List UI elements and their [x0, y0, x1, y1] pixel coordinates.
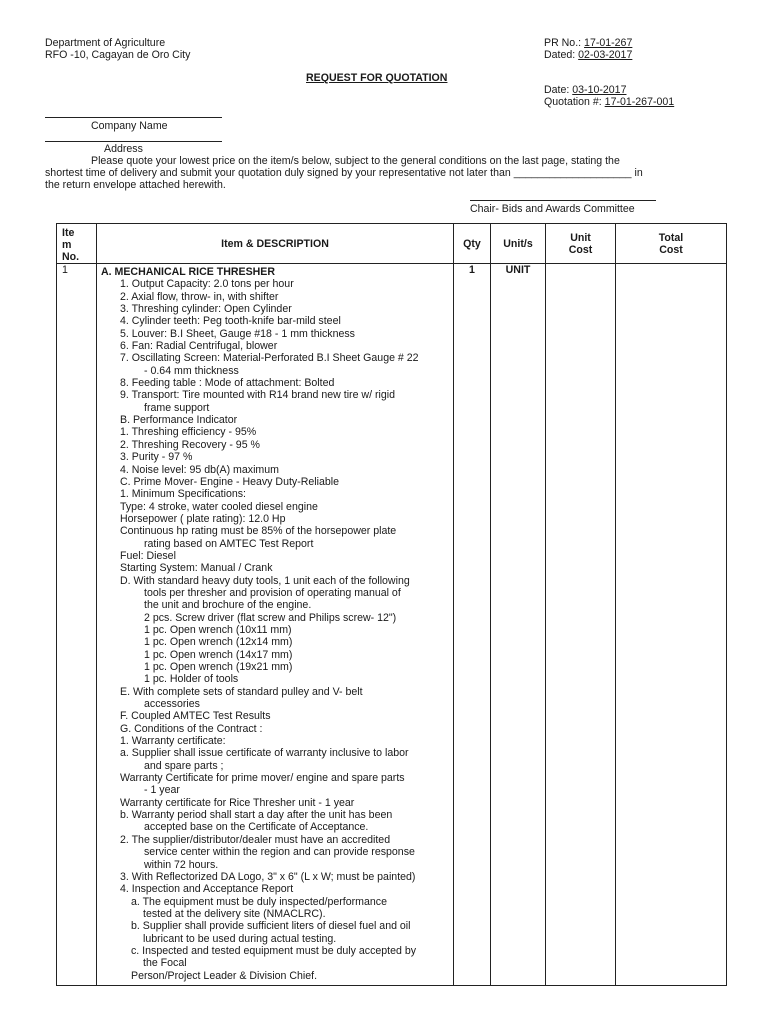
description-line: b. Warranty period shall start a day after the unit has been — [120, 809, 393, 822]
description-line: b. Supplier shall provide sufficient liters of diesel fuel and oil — [131, 920, 411, 933]
description-line: G. Conditions of the Contract : — [120, 722, 263, 735]
description-line: a. Supplier shall issue certificate of warranty inclusive to labor — [120, 747, 409, 760]
row-unit-cost[interactable] — [546, 264, 616, 986]
description-lines — [101, 278, 449, 982]
description-line: Starting System: Manual / Crank — [120, 562, 273, 575]
description-line: tools per thresher and provision of operating manual of — [144, 586, 401, 599]
description-line: 1. Output Capacity: 2.0 tons per hour — [120, 278, 294, 291]
description-line: Fuel: Diesel — [120, 549, 176, 562]
instructions-line2: shortest time of delivery and submit your quotation duly signed by your representative not later than ____________________ in — [45, 167, 643, 179]
agency-office: RFO -10, Cagayan de Oro City — [45, 49, 191, 61]
description-line: 9. Transport: Tire mounted with R14 brand new tire w/ rigid — [120, 389, 395, 402]
date-label: Date: — [544, 84, 573, 96]
description-line: Warranty Certificate for prime mover/ engine and spare parts — [120, 772, 405, 785]
address-label: Address — [104, 143, 143, 155]
description-line: 1 pc. Holder of tools — [144, 673, 239, 686]
row-unit: UNIT — [491, 264, 546, 986]
pr-value: 17-01-267 — [584, 37, 633, 49]
description-line: 3. Purity - 97 % — [120, 451, 193, 464]
quotation-value: 17-01-267-001 — [604, 96, 675, 108]
description-line: Type: 4 stroke, water cooled diesel engine — [120, 500, 318, 513]
address-line — [45, 141, 222, 142]
description-line: c. Inspected and tested equipment must be duly accepted by — [131, 944, 417, 957]
description-line: 1. Minimum Specifications: — [120, 488, 246, 501]
description-line: E. With complete sets of standard pulley and V- belt — [120, 685, 363, 698]
description-line: service center within the region and can provide response — [144, 846, 415, 859]
page-title: REQUEST FOR QUOTATION — [306, 72, 448, 84]
description-line: 8. Feeding table : Mode of attachment: Bolted — [120, 377, 335, 390]
dated-label: Dated: — [544, 49, 579, 61]
description-line: 2. Axial flow, throw- in, with shifter — [120, 290, 279, 303]
description-line: Warranty certificate for Rice Thresher unit - 1 year — [120, 796, 355, 809]
header-total-cost: Total Cost — [616, 224, 727, 264]
header-unit: Unit/s — [491, 224, 546, 264]
description-line: tested at the delivery site (NMACLRC). — [143, 907, 326, 920]
description-line: 1 pc. Open wrench (19x21 mm) — [144, 661, 293, 673]
signature-line — [470, 200, 656, 201]
pr-dated — [544, 49, 632, 61]
description-line: 2. The supplier/distributor/dealer must have an accredited — [120, 833, 391, 846]
description-line: 4. Cylinder teeth: Peg tooth-knife bar-mild steel — [120, 315, 341, 328]
description-line: 3. With Reflectorized DA Logo, 3" x 6" (L x W; must be painted) — [120, 870, 416, 883]
quotation-label: Quotation #: — [544, 96, 605, 108]
date-value: 03-10-2017 — [572, 84, 627, 96]
table-header-row — [57, 224, 727, 264]
quote-date — [544, 84, 626, 96]
description-line: 1 pc. Open wrench (14x17 mm) — [144, 648, 293, 661]
description-line: 1. Threshing efficiency - 95% — [120, 426, 257, 439]
description-line: 6. Fan: Radial Centrifugal, blower — [120, 340, 278, 353]
description-line: and spare parts ; — [144, 759, 224, 772]
row-item-no: 1 — [57, 264, 97, 986]
items-table — [56, 223, 727, 986]
company-name-label: Company Name — [91, 120, 168, 132]
row-description — [97, 264, 454, 986]
row-qty: 1 — [454, 264, 491, 986]
description-title: A. MECHANICAL RICE THRESHER — [101, 266, 276, 278]
description-line: 4. Inspection and Acceptance Report — [120, 883, 294, 896]
description-line: Person/Project Leader & Division Chief. — [131, 969, 318, 982]
description-line: a. The equipment must be duly inspected/performance — [131, 895, 387, 908]
description-line: accessories — [144, 698, 200, 711]
description-line: F. Coupled AMTEC Test Results — [120, 710, 271, 723]
pr-label: PR No.: — [544, 37, 585, 49]
header-item-no: Ite m No. — [57, 224, 97, 264]
description-line: Continuous hp rating must be 85% of the horsepower plate — [120, 525, 397, 538]
signatory-label: Chair- Bids and Awards Committee — [470, 203, 635, 215]
description-line: C. Prime Mover- Engine - Heavy Duty-Reliable — [120, 475, 340, 488]
description-line: the Focal — [143, 957, 187, 970]
pr-number — [544, 37, 632, 49]
description-line: 2. Threshing Recovery - 95 % — [120, 438, 260, 451]
quotation-number — [544, 96, 674, 108]
description-line: 2 pcs. Screw driver (flat screw and Philips screw- 12") — [144, 611, 397, 624]
description-line: 1 pc. Open wrench (10x11 mm) — [144, 623, 292, 636]
description-line: Horsepower ( plate rating): 12.0 Hp — [120, 512, 286, 525]
description-line: 1 pc. Open wrench (12x14 mm) — [144, 636, 293, 649]
description-line: rating based on AMTEC Test Report — [144, 537, 314, 550]
header-qty: Qty — [454, 224, 491, 264]
table-row — [57, 264, 727, 986]
description-line: 4. Noise level: 95 db(A) maximum — [120, 463, 279, 476]
description-line: lubricant to be used during actual testing. — [143, 932, 337, 945]
header-description: Item & DESCRIPTION — [97, 224, 454, 264]
description-line: the unit and brochure of the engine. — [144, 599, 312, 612]
description-line: within 72 hours. — [144, 858, 219, 871]
description-line: 5. Louver: B.I Sheet, Gauge #18 - 1 mm thickness — [120, 327, 355, 340]
description-line: 3. Threshing cylinder: Open Cylinder — [120, 303, 292, 316]
description-line: 1. Warranty certificate: — [120, 735, 226, 748]
description-line: - 1 year — [144, 784, 180, 797]
description-line: B. Performance Indicator — [120, 414, 238, 427]
description-line: accepted base on the Certificate of Acceptance. — [144, 821, 369, 834]
description-line: 7. Oscillating Screen: Material-Perforated B.I Sheet Gauge # 22 — [120, 352, 419, 365]
description-line: frame support — [144, 401, 210, 414]
header-unit-cost: Unit Cost — [546, 224, 616, 264]
instructions-line1: Please quote your lowest price on the item/s below, subject to the general conditions on the last page, stating the — [91, 155, 620, 167]
instructions-line3: the return envelope attached herewith. — [45, 179, 226, 191]
description-line: - 0.64 mm thickness — [144, 364, 239, 377]
row-total-cost[interactable] — [616, 264, 727, 986]
dated-value: 02-03-2017 — [578, 49, 633, 61]
company-name-line — [45, 117, 222, 118]
description-line: D. With standard heavy duty tools, 1 unit each of the following — [120, 574, 410, 587]
agency-name: Department of Agriculture — [45, 37, 166, 49]
